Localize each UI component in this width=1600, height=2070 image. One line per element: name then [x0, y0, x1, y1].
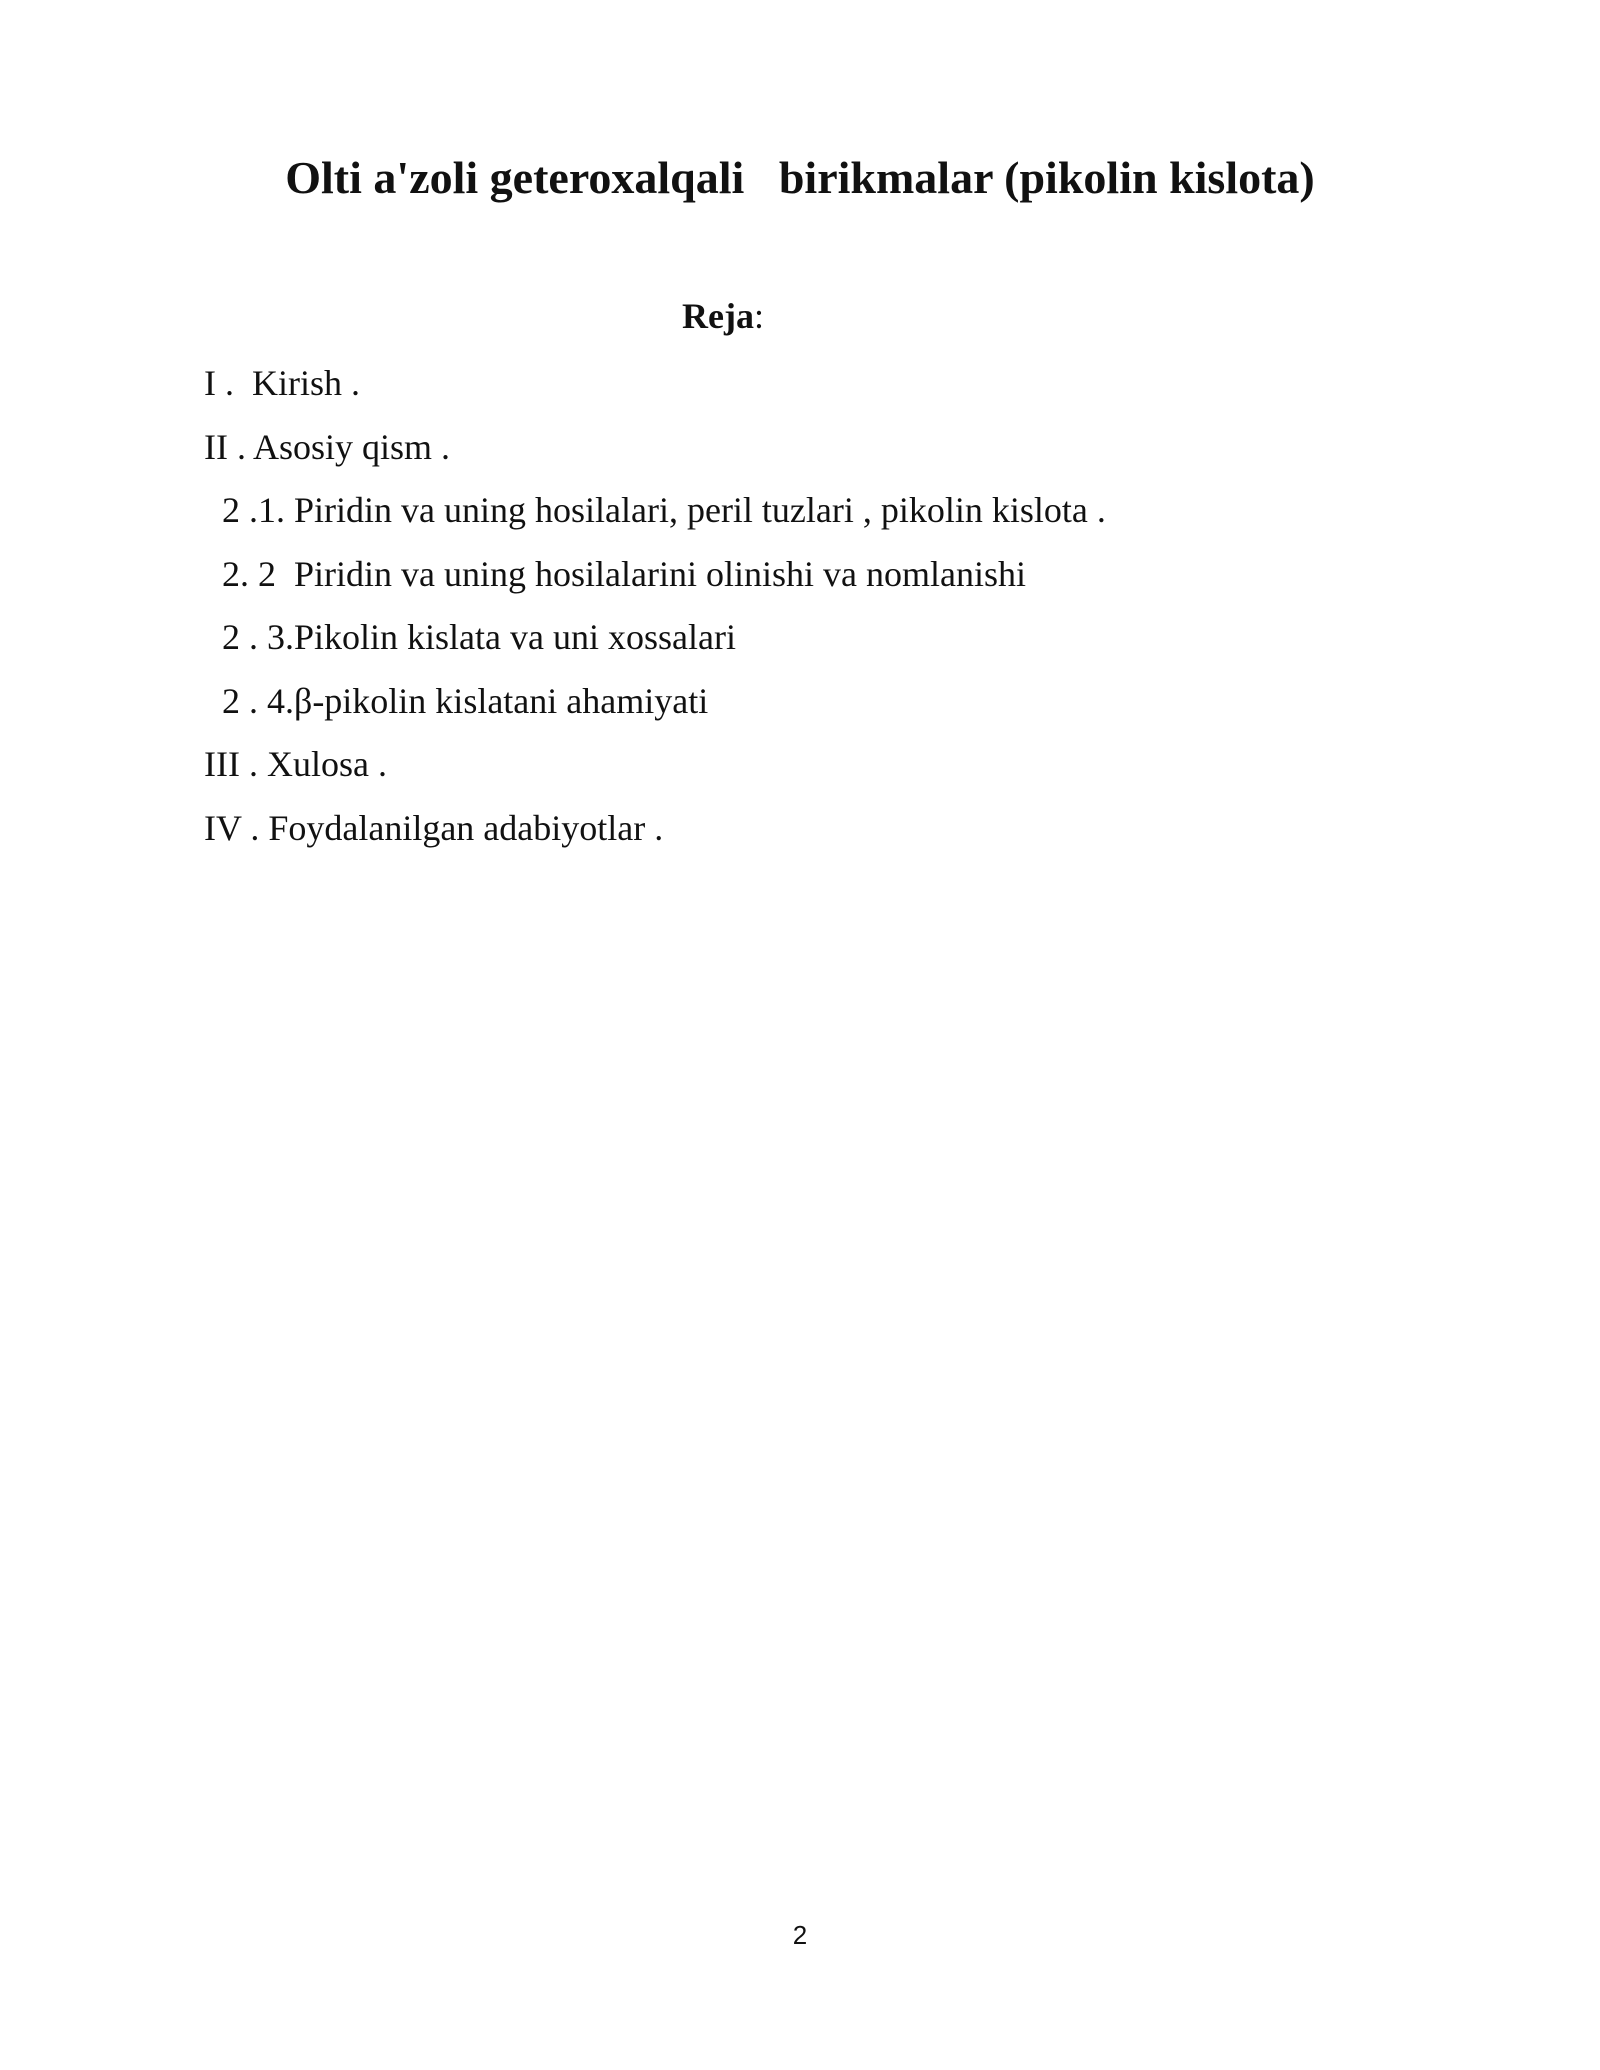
plan-heading [0, 293, 1446, 339]
document-title: Olti a'zoli geteroxalqali birikmalar (pikolin kislota) [285, 152, 1315, 203]
plan-item-2-2: 2. 2 Piridin va uning hosilalarini olinishi va nomlanishi [222, 553, 1026, 594]
plan-item-main-part: II . Asosiy qism . [204, 426, 451, 467]
plan-item-2-1: 2 .1. Piridin va uning hosilalari, peril tuzlari , pikolin kislota . [222, 490, 1106, 530]
plan-item-2-3: 2 . 3.Pikolin kislata va uni xossalari [222, 617, 736, 657]
plan-item-references: IV . Foydalanilgan adabiyotlar . [204, 807, 664, 848]
plan-heading-colon: : [753, 296, 764, 336]
plan-heading-label: Reja [682, 296, 754, 336]
plan-item-conclusion: III . Xulosa . [204, 744, 387, 784]
plan-item-2-4: 2 . 4.β-pikolin kislatani ahamiyati [222, 680, 709, 721]
plan-list [204, 352, 1106, 860]
page-number: 2 [792, 1920, 808, 1950]
plan-item-intro: I . Kirish . [204, 363, 360, 403]
